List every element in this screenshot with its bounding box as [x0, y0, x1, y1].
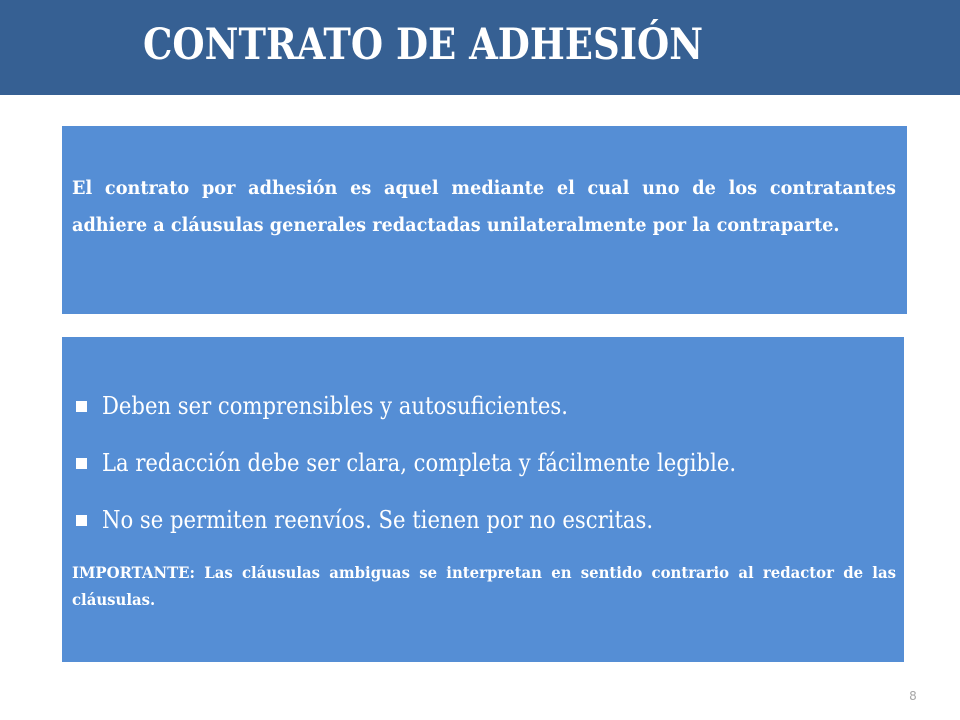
- list-item: [72, 445, 894, 482]
- definition-text: El contrato por adhesión es aquel mediante el cual uno de los contratantes adhiere a cláusulas generales redactadas unilateralmente por la contraparte.: [72, 177, 896, 236]
- square-bullet-icon: [76, 515, 87, 526]
- list-item: [72, 388, 894, 425]
- list-item-text: Deben ser comprensibles y autosuficientes.: [102, 392, 568, 420]
- important-text: Las cláusulas ambiguas se interpretan en sentido contrario al redactor de las cláusulas.: [72, 563, 896, 609]
- list-item-text: No se permiten reenvíos. Se tienen por no escritas.: [102, 506, 654, 534]
- square-bullet-icon: [76, 458, 87, 469]
- page-number: 8: [909, 689, 917, 703]
- list-item-text: La redacción debe ser clara, completa y fácilmente legible.: [102, 449, 737, 477]
- important-label: IMPORTANTE:: [72, 563, 196, 582]
- important-note: [72, 559, 896, 613]
- square-bullet-icon: [76, 401, 87, 412]
- list-item: [72, 502, 894, 539]
- title-bar: [0, 0, 960, 95]
- definition-box: [62, 126, 907, 314]
- slide-title: CONTRATO DE ADHESIÓN: [143, 20, 704, 70]
- requirements-box: [62, 337, 904, 662]
- requirements-list: [72, 388, 894, 539]
